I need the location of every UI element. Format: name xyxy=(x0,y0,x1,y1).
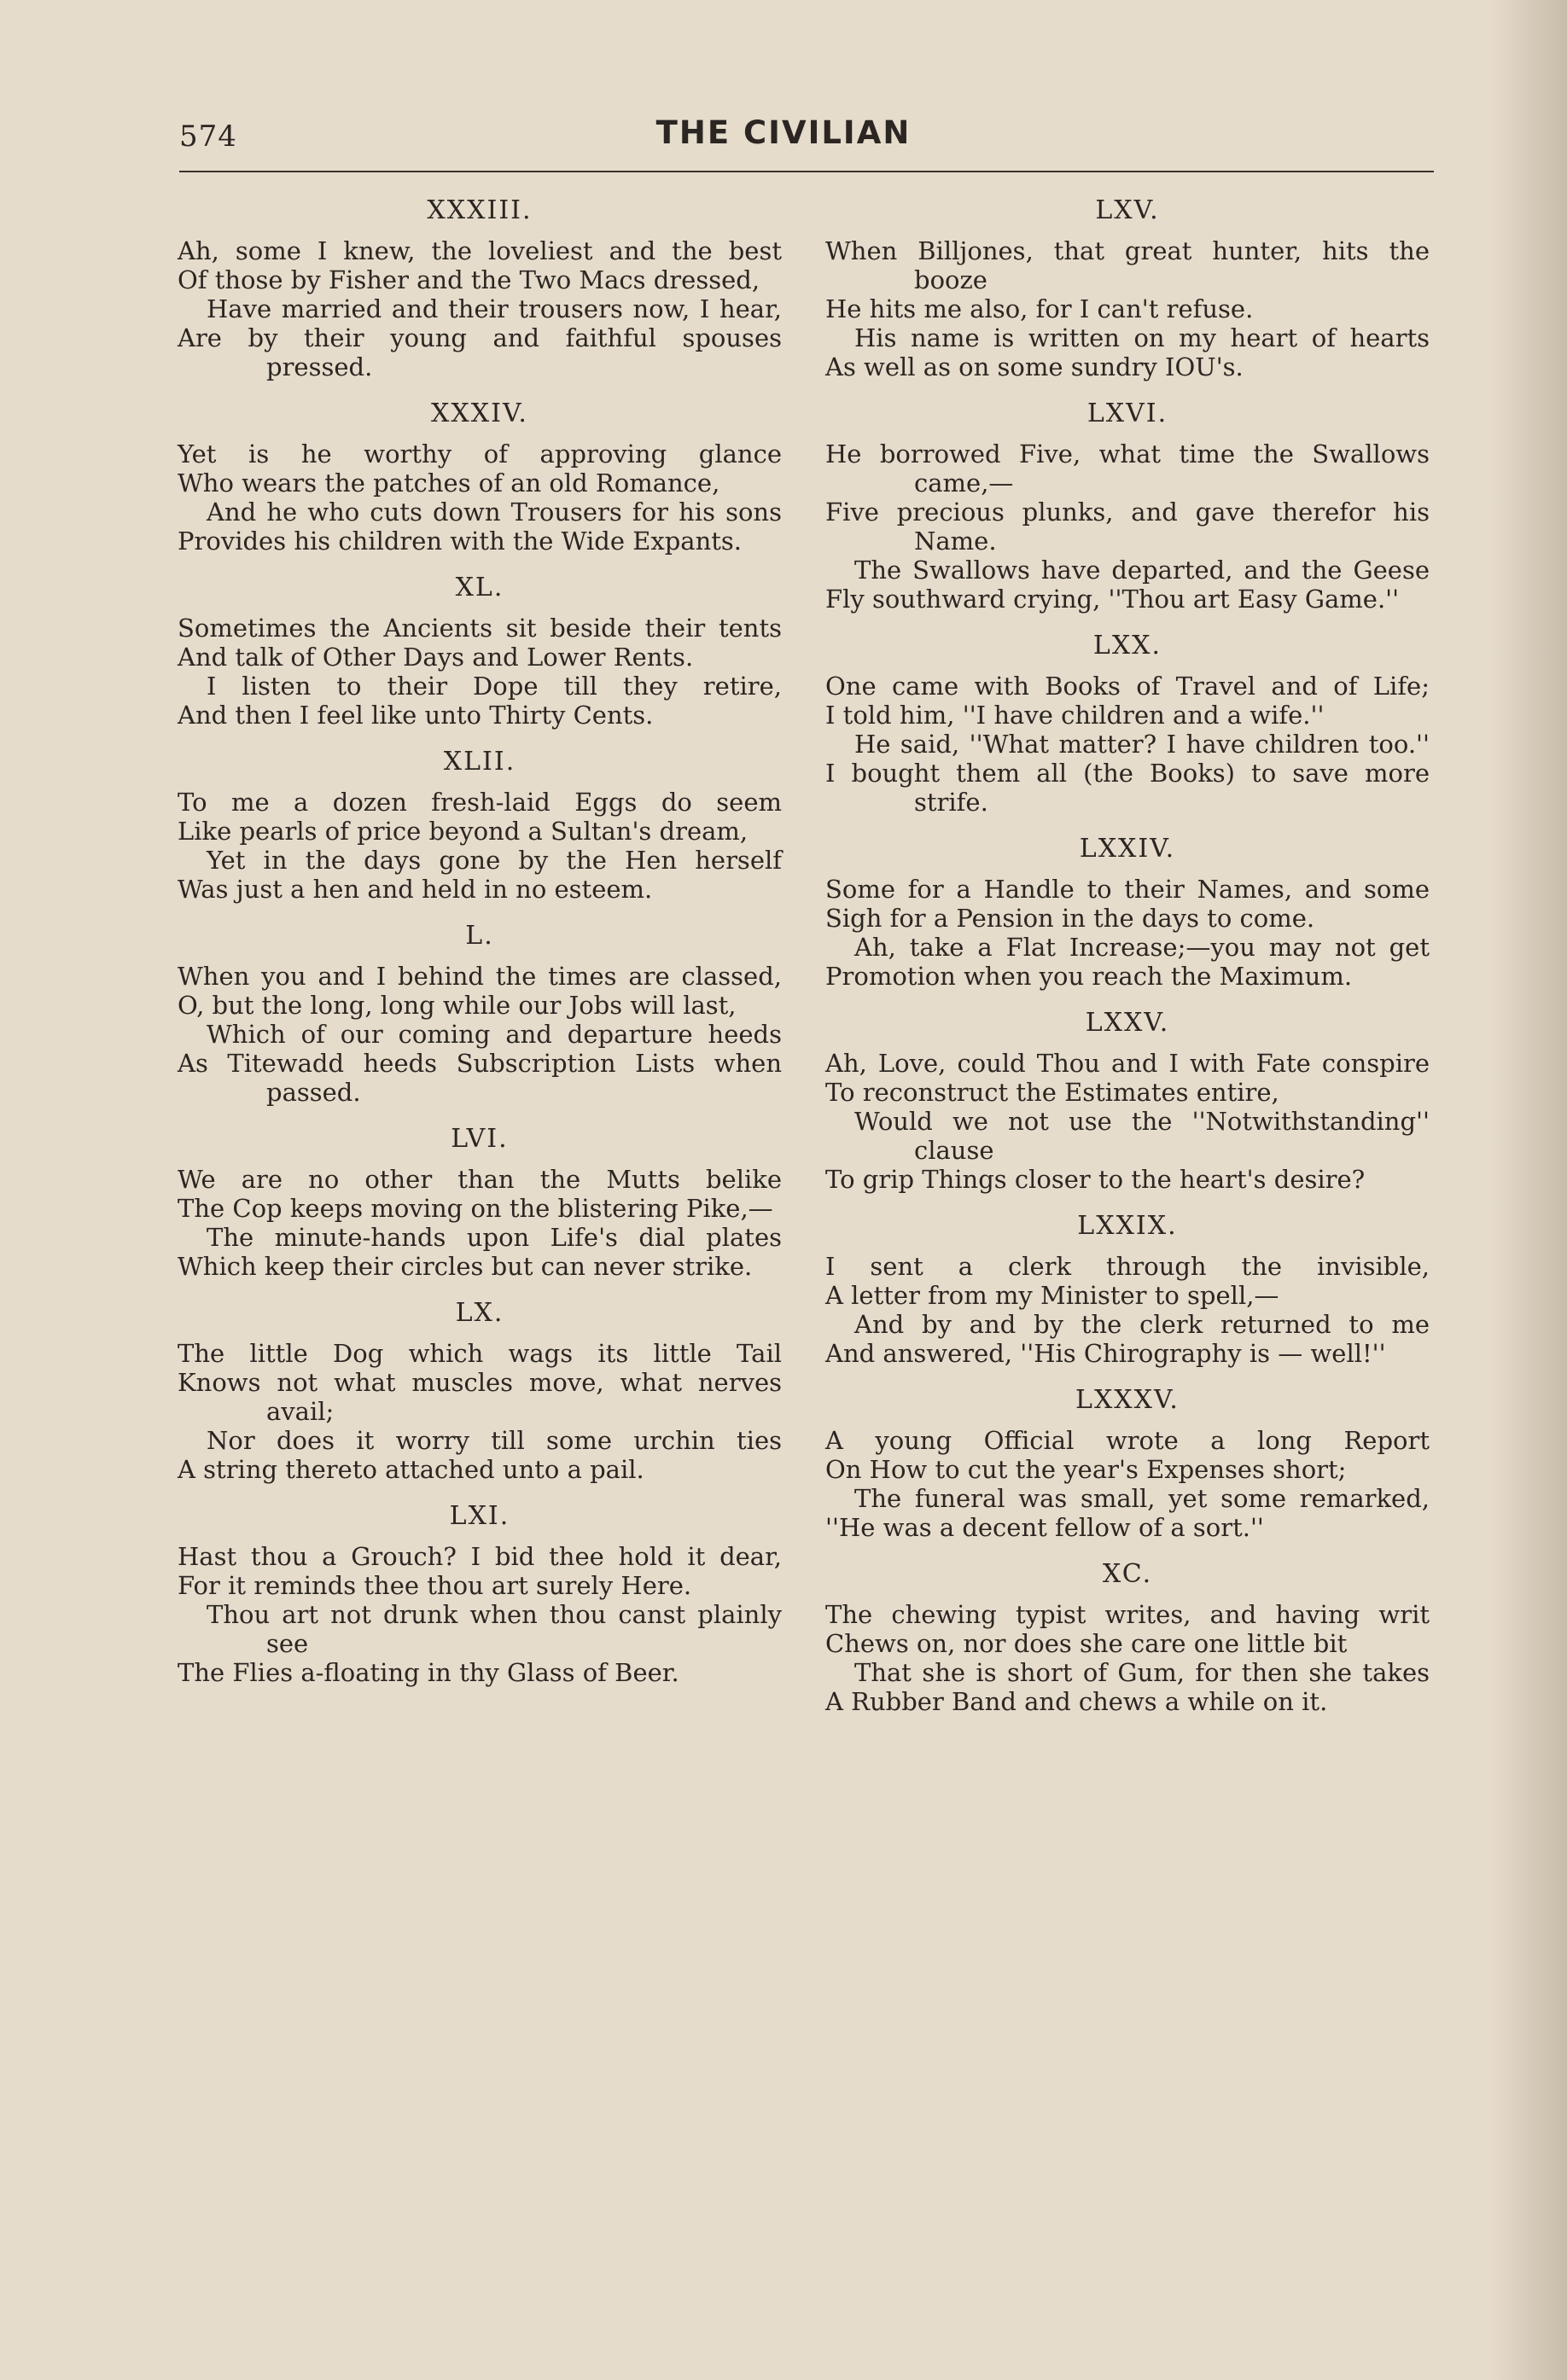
verse-line: Yet in the days gone by the Hen herself xyxy=(207,846,782,875)
left-column xyxy=(178,192,782,1702)
verse-line: One came with Books of Travel and of Life; xyxy=(825,672,1430,701)
stanza-title: LX. xyxy=(455,1298,504,1328)
stanza xyxy=(825,194,1430,381)
verse-line: And talk of Other Days and Lower Rents. xyxy=(178,643,694,672)
stanza-title: XC. xyxy=(1102,1559,1153,1589)
verse-line: And answered, ''His Chirography is — well!'' xyxy=(825,1339,1386,1368)
verse-line: And he who cuts down Trousers for his sons xyxy=(207,498,782,527)
stanza xyxy=(178,1296,782,1484)
verse-line: When Billjones, that great hunter, hits the booze xyxy=(825,236,1430,294)
stanza-title: LXXIV. xyxy=(1079,834,1176,864)
verse-line: To me a dozen fresh-laid Eggs do seem xyxy=(178,788,782,817)
stanza xyxy=(178,745,782,904)
verse-line: A young Official wrote a long Report xyxy=(825,1426,1430,1455)
verse-line: A letter from my Minister to spell,— xyxy=(825,1281,1279,1310)
verse-line: Ah, take a Flat Increase;—you may not get xyxy=(854,933,1430,962)
stanza xyxy=(178,1499,782,1687)
verse-line: I listen to their Dope till they retire, xyxy=(207,672,782,701)
stanza-title: LVI. xyxy=(451,1124,509,1154)
verse-line: He said, ''What matter? I have children too.'' xyxy=(854,730,1430,759)
stanza-title: LXXXV. xyxy=(1075,1385,1180,1415)
running-title: THE CIVILIAN xyxy=(655,114,912,151)
verse-line: Some for a Handle to their Names, and some xyxy=(825,875,1430,904)
verse-line: I bought them all (the Books) to save more strife. xyxy=(825,759,1430,817)
verse-line: That she is short of Gum, for then she takes xyxy=(854,1658,1430,1687)
verse-line: I sent a clerk through the invisible, xyxy=(825,1252,1430,1281)
stanza xyxy=(178,1122,782,1281)
stanza xyxy=(825,1006,1430,1194)
stanza xyxy=(178,397,782,556)
verse-line: O, but the long, long while our Jobs will last, xyxy=(178,991,737,1020)
stanza xyxy=(825,1383,1430,1542)
stanza xyxy=(178,194,782,381)
verse-line: The Flies a-floating in thy Glass of Beer. xyxy=(178,1658,679,1687)
stanza-title: LXXV. xyxy=(1085,1008,1170,1038)
stanza xyxy=(825,1557,1430,1716)
verse-line: We are no other than the Mutts belike xyxy=(178,1165,782,1194)
verse-line: Promotion when you reach the Maximum. xyxy=(825,962,1353,991)
verse-line: Are by their young and faithful spouses pressed. xyxy=(178,323,782,381)
verse-line: Five precious plunks, and gave therefor his Name. xyxy=(825,498,1430,556)
verse-line: For it reminds thee thou art surely Here. xyxy=(178,1571,692,1600)
verse-line: Would we not use the ''Notwithstanding'' clause xyxy=(854,1107,1430,1165)
header-rule xyxy=(179,171,1434,172)
verse-line: The chewing typist writes, and having writ xyxy=(825,1600,1430,1629)
page-edge-shadow xyxy=(1490,0,1567,2380)
verse-line: Ah, Love, could Thou and I with Fate conspire xyxy=(825,1049,1430,1078)
verse-line: The little Dog which wags its little Tail xyxy=(178,1339,782,1368)
stanza xyxy=(178,571,782,730)
verse-line: Provides his children with the Wide Expants. xyxy=(178,527,743,556)
verse-line: I told him, ''I have children and a wife.'' xyxy=(825,701,1325,730)
stanza-title: XXXIII. xyxy=(427,195,533,225)
stanza-title: LXVI. xyxy=(1086,399,1168,428)
verse-line: Knows not what muscles move, what nerves avail; xyxy=(178,1368,782,1426)
page-number: 574 xyxy=(179,119,237,154)
verse-line: To grip Things closer to the heart's desire? xyxy=(825,1165,1366,1194)
verse-line: Chews on, nor does she care one little bit xyxy=(825,1629,1348,1658)
verse-line: The Swallows have departed, and the Geese xyxy=(854,556,1430,585)
verse-line: Hast thou a Grouch? I bid thee hold it dear, xyxy=(178,1542,782,1571)
verse-line: Like pearls of price beyond a Sultan's dream, xyxy=(178,817,749,846)
verse-line: Ah, some I knew, the loveliest and the best xyxy=(178,236,782,265)
verse-line: His name is written on my heart of hearts xyxy=(854,323,1430,352)
verse-line: Sometimes the Ancients sit beside their tents xyxy=(178,614,782,643)
verse-line: Yet is he worthy of approving glance xyxy=(178,439,782,468)
verse-line: The minute-hands upon Life's dial plates xyxy=(207,1223,782,1252)
stanza xyxy=(825,397,1430,614)
verse-line: Nor does it worry till some urchin ties xyxy=(207,1426,782,1455)
verse-line: And by and by the clerk returned to me xyxy=(854,1310,1430,1339)
stanza xyxy=(825,629,1430,817)
verse-line: Fly southward crying, ''Thou art Easy Game.'' xyxy=(825,585,1400,614)
verse-line: Have married and their trousers now, I hear, xyxy=(207,294,782,323)
verse-line: ''He was a decent fellow of a sort.'' xyxy=(825,1513,1264,1542)
verse-line: A string thereto attached unto a pail. xyxy=(178,1455,644,1484)
verse-line: Which of our coming and departure heeds xyxy=(207,1020,782,1049)
right-column xyxy=(825,192,1430,1731)
verse-line: He borrowed Five, what time the Swallows came,— xyxy=(825,439,1430,498)
verse-line: As well as on some sundry IOU's. xyxy=(825,352,1244,381)
stanza xyxy=(825,832,1430,991)
verse-line: When you and I behind the times are classed, xyxy=(178,962,782,991)
verse-line: Who wears the patches of an old Romance, xyxy=(178,468,720,498)
stanza xyxy=(825,1209,1430,1368)
stanza-title: LXV. xyxy=(1095,195,1160,225)
verse-line: He hits me also, for I can't refuse. xyxy=(825,294,1254,323)
stanza-title: LXXIX. xyxy=(1077,1211,1178,1241)
verse-line: Thou art not drunk when thou canst plainly see xyxy=(207,1600,782,1658)
stanza-title: XLII. xyxy=(443,747,516,777)
verse-line: Which keep their circles but can never strike. xyxy=(178,1252,753,1281)
verse-line: To reconstruct the Estimates entire, xyxy=(825,1078,1279,1107)
verse-line: As Titewadd heeds Subscription Lists when passed. xyxy=(178,1049,782,1107)
verse-line: A Rubber Band and chews a while on it. xyxy=(825,1687,1328,1716)
verse-line: Of those by Fisher and the Two Macs dressed, xyxy=(178,265,760,294)
stanza-title: LXI. xyxy=(449,1501,510,1531)
stanza-title: XXXIV. xyxy=(431,399,528,428)
verse-line: The Cop keeps moving on the blistering Pike,— xyxy=(178,1194,773,1223)
verse-line: Sigh for a Pension in the days to come. xyxy=(825,904,1315,933)
verse-line: On How to cut the year's Expenses short; xyxy=(825,1455,1347,1484)
stanza-title: L. xyxy=(465,921,494,951)
verse-line: Was just a hen and held in no esteem. xyxy=(178,875,653,904)
stanza-title: XL. xyxy=(455,573,504,602)
verse-line: The funeral was small, yet some remarked, xyxy=(854,1484,1430,1513)
stanza xyxy=(178,919,782,1107)
verse-line: And then I feel like unto Thirty Cents. xyxy=(178,701,654,730)
stanza-title: LXX. xyxy=(1092,631,1162,660)
